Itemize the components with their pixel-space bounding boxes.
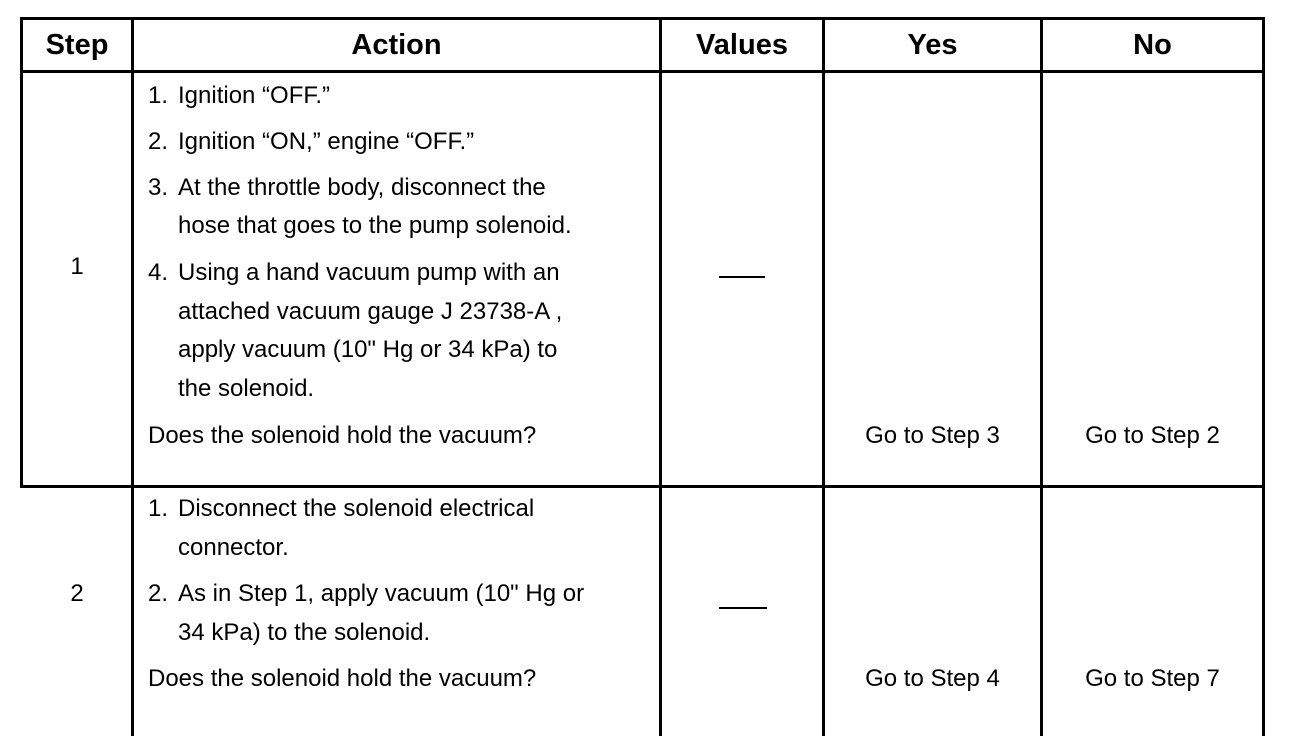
header-action: Action — [351, 28, 442, 61]
header-yes: Yes — [907, 28, 958, 61]
header-step: Step — [45, 28, 109, 61]
row-2-question: Does the solenoid hold the vacuum? — [148, 665, 537, 692]
row-1-action-2-num: 2. — [148, 128, 169, 155]
header-no: No — [1133, 28, 1172, 61]
row-2-step-number: 2 — [70, 580, 84, 607]
row-1-action-3-num: 3. — [148, 174, 169, 201]
action-values-divider — [659, 17, 662, 736]
row-1-action-4-line-2: attached vacuum gauge J 23738-A , — [178, 298, 563, 325]
values-yes-divider — [822, 17, 825, 736]
row-2-action-2-num: 2. — [148, 580, 169, 607]
row-1-action-3-line-1: At the throttle body, disconnect the — [178, 174, 546, 201]
row-2-action-1-line-2: connector. — [178, 534, 289, 561]
row-1-yes-result: Go to Step 3 — [865, 422, 1000, 449]
row-2-action-1-line-1: Disconnect the solenoid electrical — [178, 495, 535, 522]
row-1-action-4-line-3: apply vacuum (10" Hg or 34 kPa) to — [178, 336, 558, 363]
row-1-step-number: 1 — [70, 253, 84, 280]
row-1-action-1-num: 1. — [148, 82, 169, 109]
row-2-no-result: Go to Step 7 — [1085, 665, 1220, 692]
row-1-action-3-line-2: hose that goes to the pump solenoid. — [178, 212, 572, 239]
row-1-action-4-line-1: Using a hand vacuum pump with an — [178, 259, 560, 286]
row-1-action-2-line-1: Ignition “ON,” engine “OFF.” — [178, 128, 475, 155]
row-2-action-2-line-2: 34 kPa) to the solenoid. — [178, 619, 431, 646]
header-values: Values — [696, 28, 788, 61]
row-1-value-dash — [719, 276, 765, 278]
row-2-action-2-line-1: As in Step 1, apply vacuum (10" Hg or — [178, 580, 585, 607]
row-1-action-4-num: 4. — [148, 259, 169, 286]
row-1-bottom-border — [20, 485, 1265, 488]
step-action-divider — [131, 17, 134, 736]
header-bottom-border — [20, 70, 1265, 73]
row-2-value-dash — [719, 607, 767, 609]
row-1-action-4-line-4: the solenoid. — [178, 375, 315, 402]
row-1-no-result: Go to Step 2 — [1085, 422, 1220, 449]
row-1-action-1-line-1: Ignition “OFF.” — [178, 82, 331, 109]
row-1-question: Does the solenoid hold the vacuum? — [148, 422, 537, 449]
table-right-border — [1262, 17, 1265, 736]
row-2-yes-result: Go to Step 4 — [865, 665, 1000, 692]
yes-no-divider — [1040, 17, 1043, 736]
row-2-action-1-num: 1. — [148, 495, 169, 522]
